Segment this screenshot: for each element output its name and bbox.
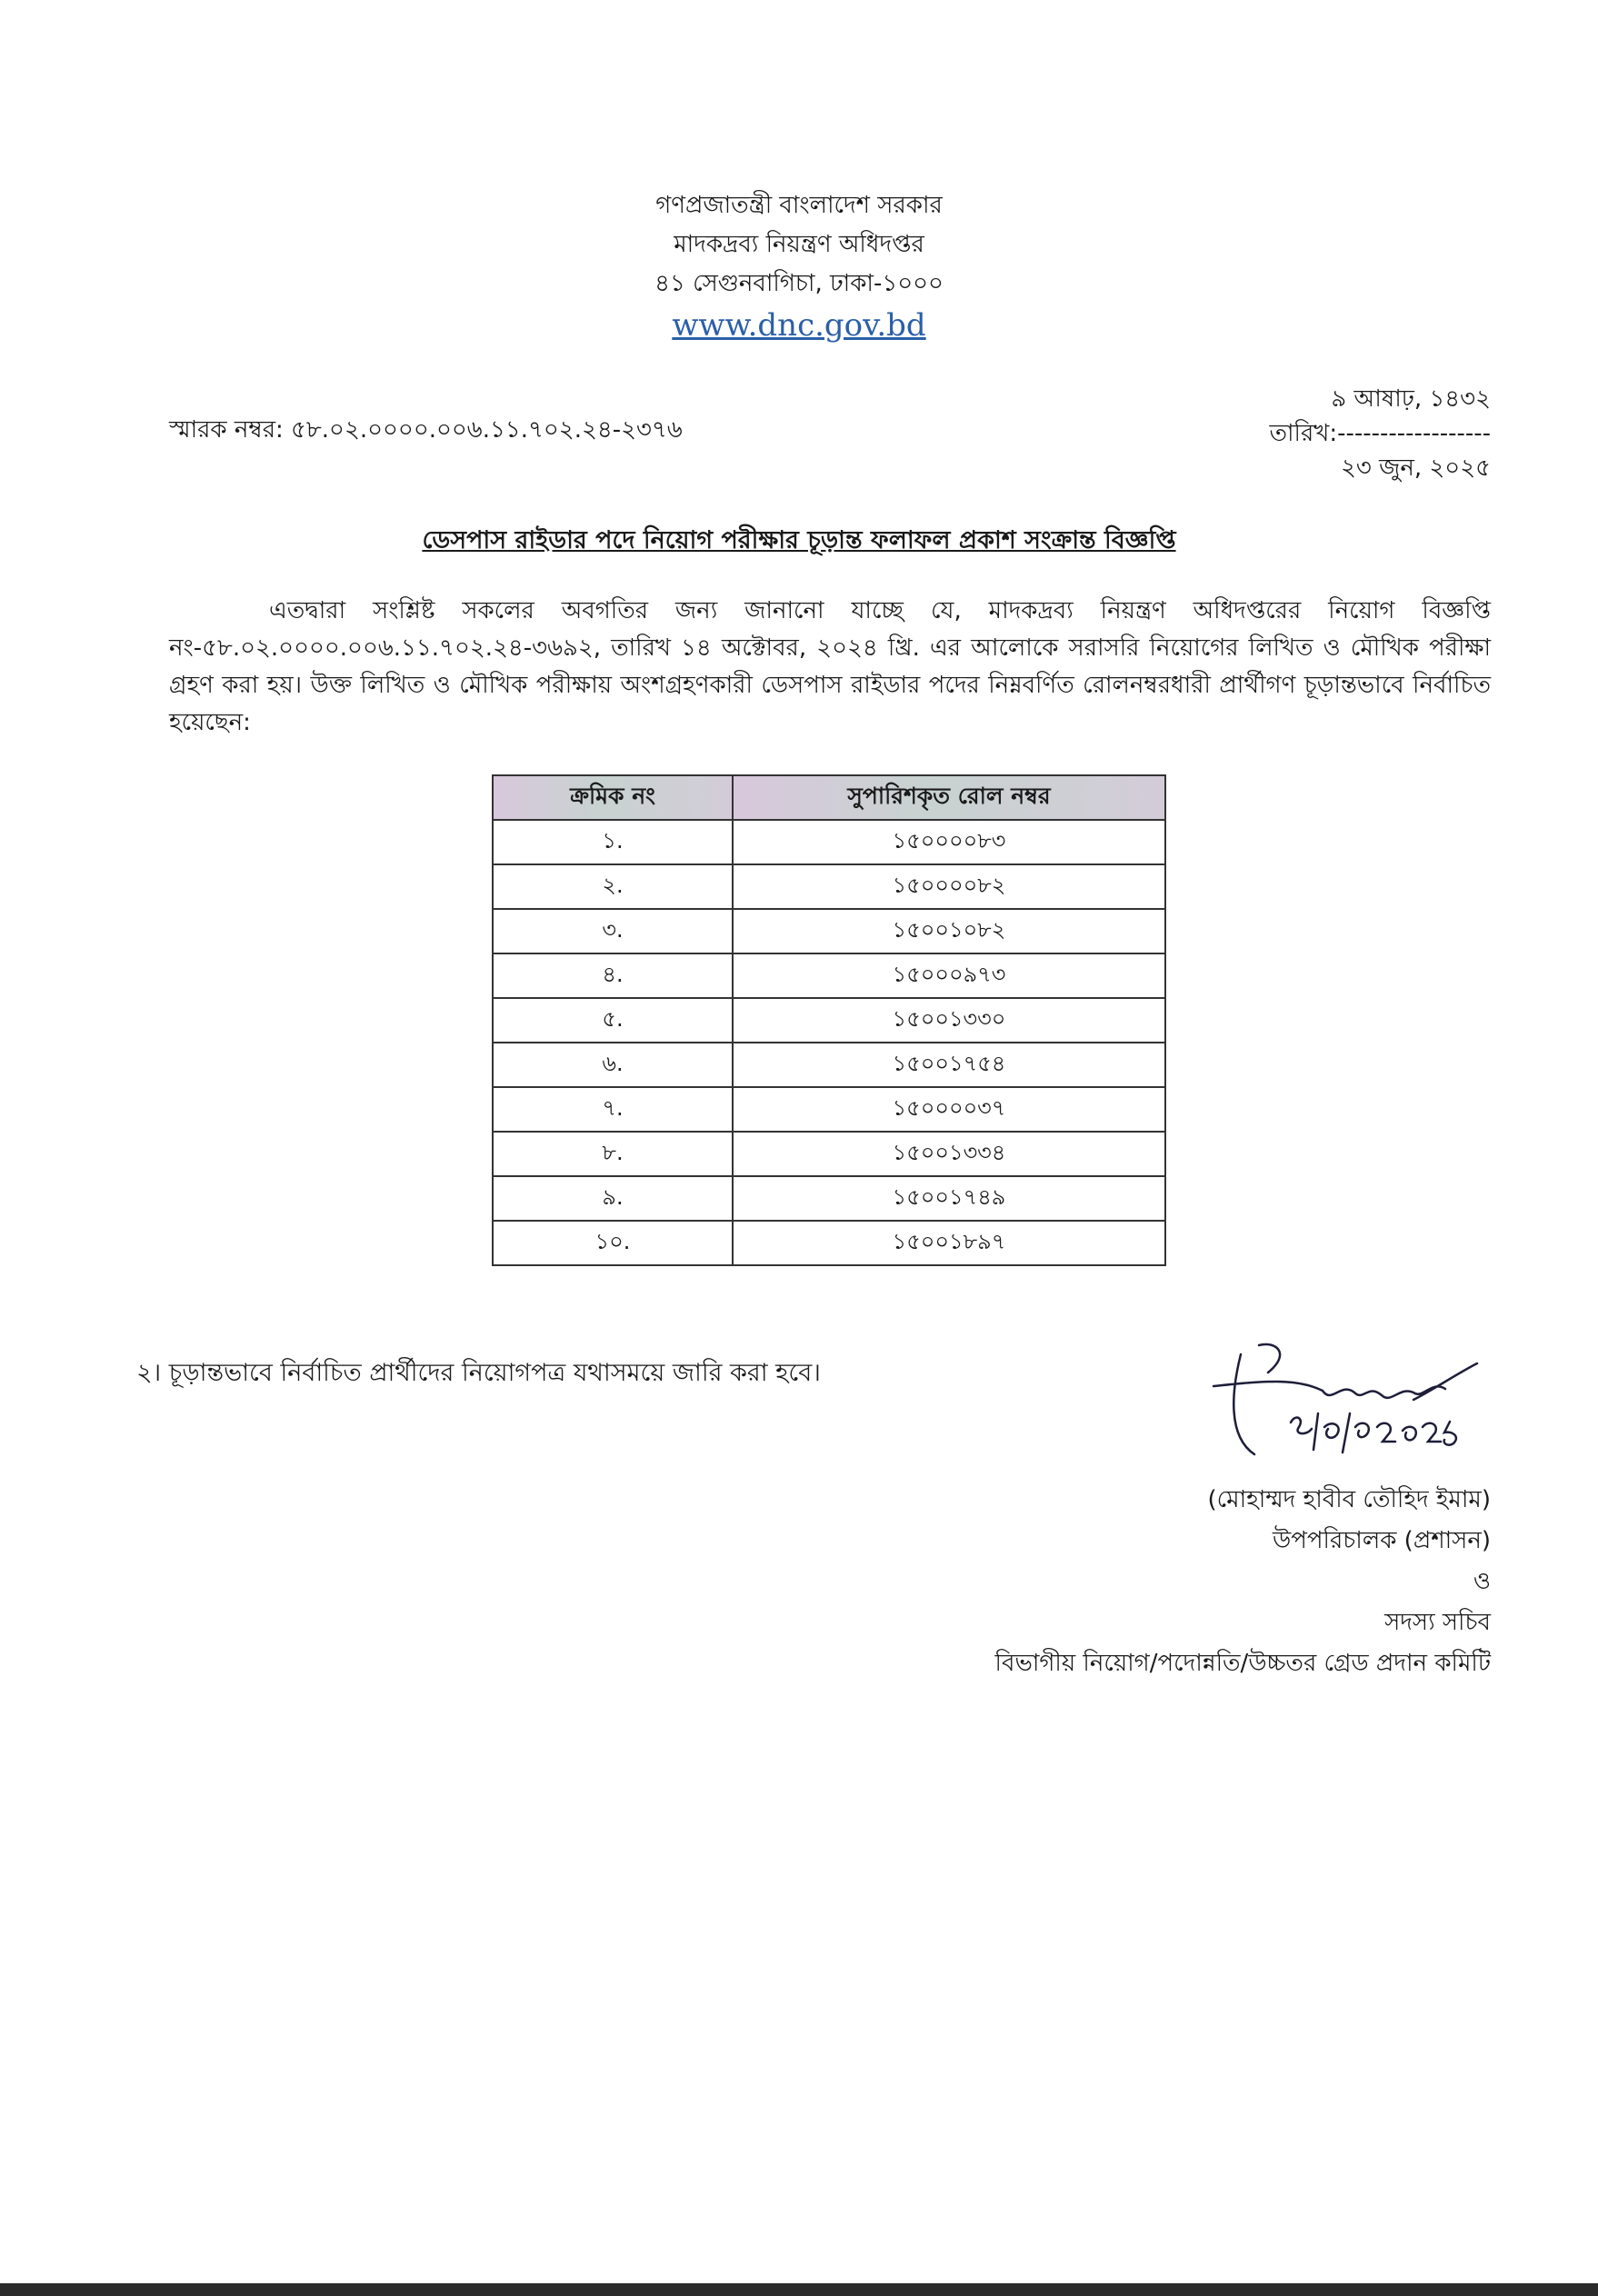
date-label: তারিখ:------------------ <box>1269 420 1491 447</box>
memo-number <box>169 411 683 451</box>
serial-cell: ৩. <box>493 909 733 953</box>
date-bangla: ৯ আষাঢ়, ১৪৩২ <box>1331 385 1491 413</box>
roll-cell: ১৫০০০৯৭৩ <box>733 953 1165 998</box>
signatory-committee: বিভাগীয় নিয়োগ/পদোন্নতি/উচ্চতর গ্রেড প্রদান কমিটি <box>994 1650 1491 1677</box>
table-header-row <box>493 775 1165 820</box>
signatory-block <box>995 1480 1491 1684</box>
date-gregorian: ২৩ জুন, ২০২৫ <box>1341 454 1491 482</box>
roll-cell: ১৫০০০০৩৭ <box>733 1087 1165 1132</box>
memo-value: ৫৮.০২.০০০০.০০৬.১১.৭০২.২৪-২৩৭৬ <box>291 416 683 444</box>
table-row <box>493 864 1165 909</box>
header-serial: ক্রমিক নং <box>493 775 733 820</box>
roll-cell: ১৫০০১৭৫৪ <box>733 1043 1165 1087</box>
signatory-role: সদস্য সচিব <box>1384 1609 1491 1636</box>
serial-cell: ৭. <box>493 1087 733 1132</box>
serial-cell: ৪. <box>493 953 733 998</box>
department-name: মাদকদ্রব্য নিয়ন্ত্রণ অধিদপ্তর <box>674 231 924 258</box>
roll-cell: ১৫০০১৭৪৯ <box>733 1176 1165 1221</box>
serial-cell: ৯. <box>493 1176 733 1221</box>
roll-cell: ১৫০০১৮৯৭ <box>733 1221 1165 1265</box>
memo-label: স্মারক নম্বর: <box>169 416 284 444</box>
website-link[interactable]: www.dnc.gov.bd <box>672 307 926 344</box>
table-row <box>493 1043 1165 1087</box>
signatory-name: (মোহাম্মদ হাবীব তৌহিদ ইমাম) <box>1207 1486 1491 1513</box>
roll-cell: ১৫০০১৩৩৪ <box>733 1132 1165 1176</box>
table-row <box>493 820 1165 864</box>
letterhead <box>0 186 1598 347</box>
roll-cell: ১৫০০০০৮৩ <box>733 820 1165 864</box>
appointment-note: ২। চূড়ান্তভাবে নির্বাচিত প্রার্থীদের নিয়োগপত্র যথাসময়ে জারি করা হবে। <box>136 1359 821 1387</box>
table-row <box>493 998 1165 1043</box>
serial-cell: ৬. <box>493 1043 733 1087</box>
roll-cell: ১৫০০০০৮২ <box>733 864 1165 909</box>
serial-cell: ১. <box>493 820 733 864</box>
office-address: ৪১ সেগুনবাগিচা, ঢাকা-১০০০ <box>654 270 944 297</box>
signatory-designation: উপপরিচালক (প্রশাসন) <box>1272 1527 1491 1554</box>
results-table <box>492 774 1166 1266</box>
serial-cell: ৫. <box>493 998 733 1043</box>
roll-cell: ১৫০০১৩৩০ <box>733 998 1165 1043</box>
serial-cell: ১০. <box>493 1221 733 1265</box>
table-row <box>493 1176 1165 1221</box>
table-row <box>493 1132 1165 1176</box>
table-row <box>493 953 1165 998</box>
roll-cell: ১৫০০১০৮২ <box>733 909 1165 953</box>
header-roll: সুপারিশকৃত রোল নম্বর <box>733 775 1165 820</box>
table-row <box>493 1221 1165 1265</box>
serial-cell: ৮. <box>493 1132 733 1176</box>
signatory-conjunction: ও <box>1473 1568 1491 1595</box>
notice-body: এতদ্বারা সংশ্লিষ্ট সকলের অবগতির জন্য জানানো যাচ্ছে যে, মাদকদ্রব্য নিয়ন্ত্রণ অধিদপ্তরের নিয়োগ বিজ্ঞপ্তি নং-৫৮.০২.০০০০.০০৬.১১.৭০২.২৪-৩৬৯২, তারিখ ১৪ অক্টোবর, ২০২৪ খ্রি. এর আলোকে সরাসরি নিয়োগের লিখিত ও মৌখিক পরীক্ষা গ্রহণ করা হয়। উক্ত লিখিত ও মৌখিক পরীক্ষায় অংশগ্রহণকারী ডেসপাস রাইডার পদের নিম্নবর্ণিত রোলনম্বরধারী প্রার্থীগণ চূড়ান্তভাবে নির্বাচিত হয়েছেন: <box>169 597 1491 736</box>
handwritten-signature <box>1204 1336 1504 1472</box>
date-block <box>1270 382 1492 485</box>
table-row <box>493 909 1165 953</box>
serial-cell: ২. <box>493 864 733 909</box>
table-row <box>493 1087 1165 1132</box>
government-name: গণপ্রজাতন্ত্রী বাংলাদেশ সরকার <box>655 192 943 219</box>
scan-edge <box>0 2283 1598 2296</box>
notice-subject: ডেসপাস রাইডার পদে নিয়োগ পরীক্ষার চূড়ান্ত ফলাফল প্রকাশ সংক্রান্ত বিজ্ঞপ্তি <box>422 526 1176 554</box>
